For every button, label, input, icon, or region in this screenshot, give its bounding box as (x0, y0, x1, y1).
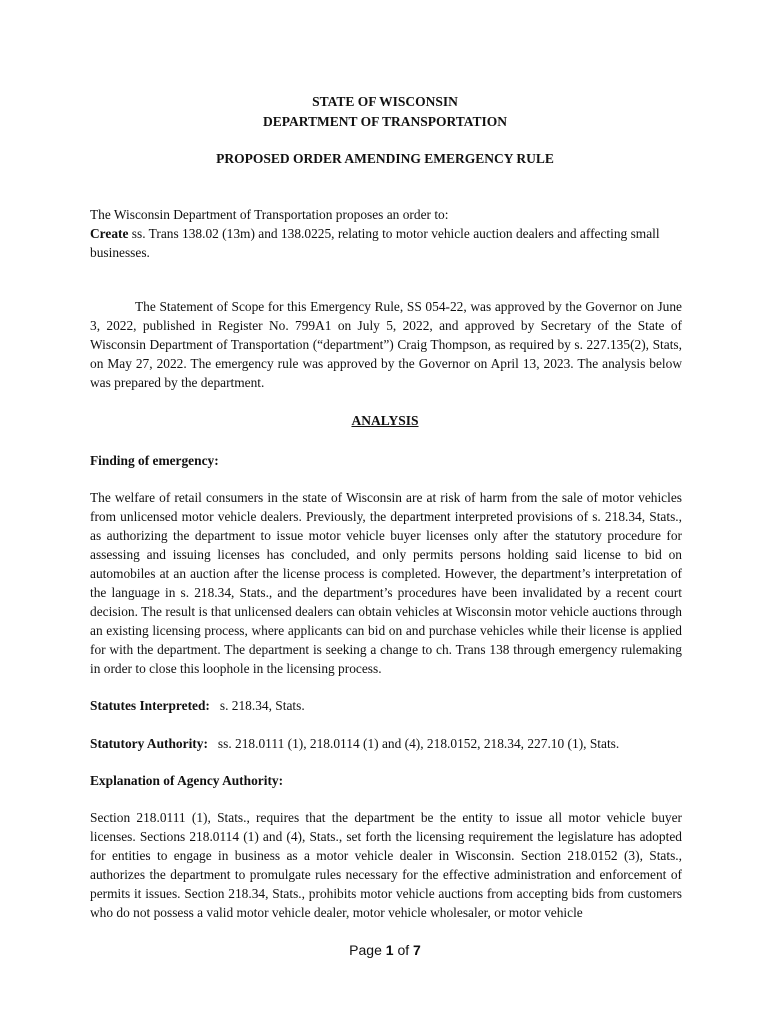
page-word: Page (349, 942, 382, 958)
total-page-count: 7 (413, 942, 421, 958)
scope-paragraph: The Statement of Scope for this Emergency Rule, SS 054-22, was approved by the Governor on June 3, 2022, published in Register No. 799A1 on July 5, 2022, and approved by Secretary of the State of Wisconsin Department of Transportation (“department”) Craig Thompson, as required by s. 227.135(2), Stats, on May 27, 2022. The emergency rule was approved by the Governor on April 13, 2023. The analysis below was prepared by the department. (90, 299, 682, 390)
create-text: ss. Trans 138.02 (13m) and 138.0225, relating to motor vehicle auction dealers and affecting small businesses. (90, 226, 660, 260)
statutes-label: Statutes Interpreted: (90, 698, 210, 713)
create-label: Create (90, 226, 129, 241)
intro-line: The Wisconsin Department of Transportation proposes an order to: (90, 207, 449, 222)
create-clause (90, 224, 682, 262)
explanation-paragraph: Section 218.0111 (1), Stats., requires that the department be the entity to issue all motor vehicle buyer licenses. Sections 218.0114 (1) and (4), Stats., set forth the licensing requirement the legislature has adopted for entities to engage in business as a motor vehicle dealer in Wisconsin. Section 218.0152 (3), Stats., authorizes the department to promulgate rules necessary for the effective administration and enforcement of permits it issues. Section 218.34, Stats., prohibits motor vehicle auctions from accepting bids from customers who do not possess a valid motor vehicle dealer, motor vehicle wholesaler, or motor vehicle (90, 810, 682, 920)
authority-label: Statutory Authority: (90, 736, 208, 751)
analysis-heading: ANALYSIS (351, 413, 419, 428)
authority-value: ss. 218.0111 (1), 218.0114 (1) and (4), 218.0152, 218.34, 227.10 (1), Stats. (217, 736, 620, 751)
statutes-interpreted (90, 696, 682, 715)
finding-heading: Finding of emergency: (90, 453, 219, 468)
statutes-value: s. 218.34, Stats. (219, 698, 305, 713)
finding-paragraph: The welfare of retail consumers in the state of Wisconsin are at risk of harm from the sale of motor vehicles from unlicensed motor vehicle dealers. Previously, the department interpreted provisions of s. 218.34, Stats., as authorizing the department to issue motor vehicle buyer licenses only after the statutory procedure for assessing and issuing licenses has concluded, and only permits persons holding said license to bid on automobiles at an auction after the license process is completed. However, the department’s interpretation of the language in s. 218.34, Stats., and the department’s procedures have been invalidated by a recent court decision. The result is that unlicensed dealers can obtain vehicles at Wisconsin motor vehicle auctions through an existing licensing process, where applicants can bid on and purchase vehicles while their license is applied for with the department. The department is seeking a change to ch. Trans 138 through emergency rulemaking in order to close this loophole in the licensing process. (90, 490, 682, 676)
of-word: of (397, 942, 410, 958)
order-title: PROPOSED ORDER AMENDING EMERGENCY RULE (216, 151, 554, 166)
explanation-heading: Explanation of Agency Authority: (90, 773, 284, 788)
page-footer (0, 942, 770, 958)
intro-section (90, 205, 682, 262)
state-heading: STATE OF WISCONSIN (312, 94, 458, 109)
current-page-number: 1 (385, 942, 394, 958)
statutory-authority (90, 734, 682, 753)
department-heading: DEPARTMENT OF TRANSPORTATION (262, 114, 508, 129)
